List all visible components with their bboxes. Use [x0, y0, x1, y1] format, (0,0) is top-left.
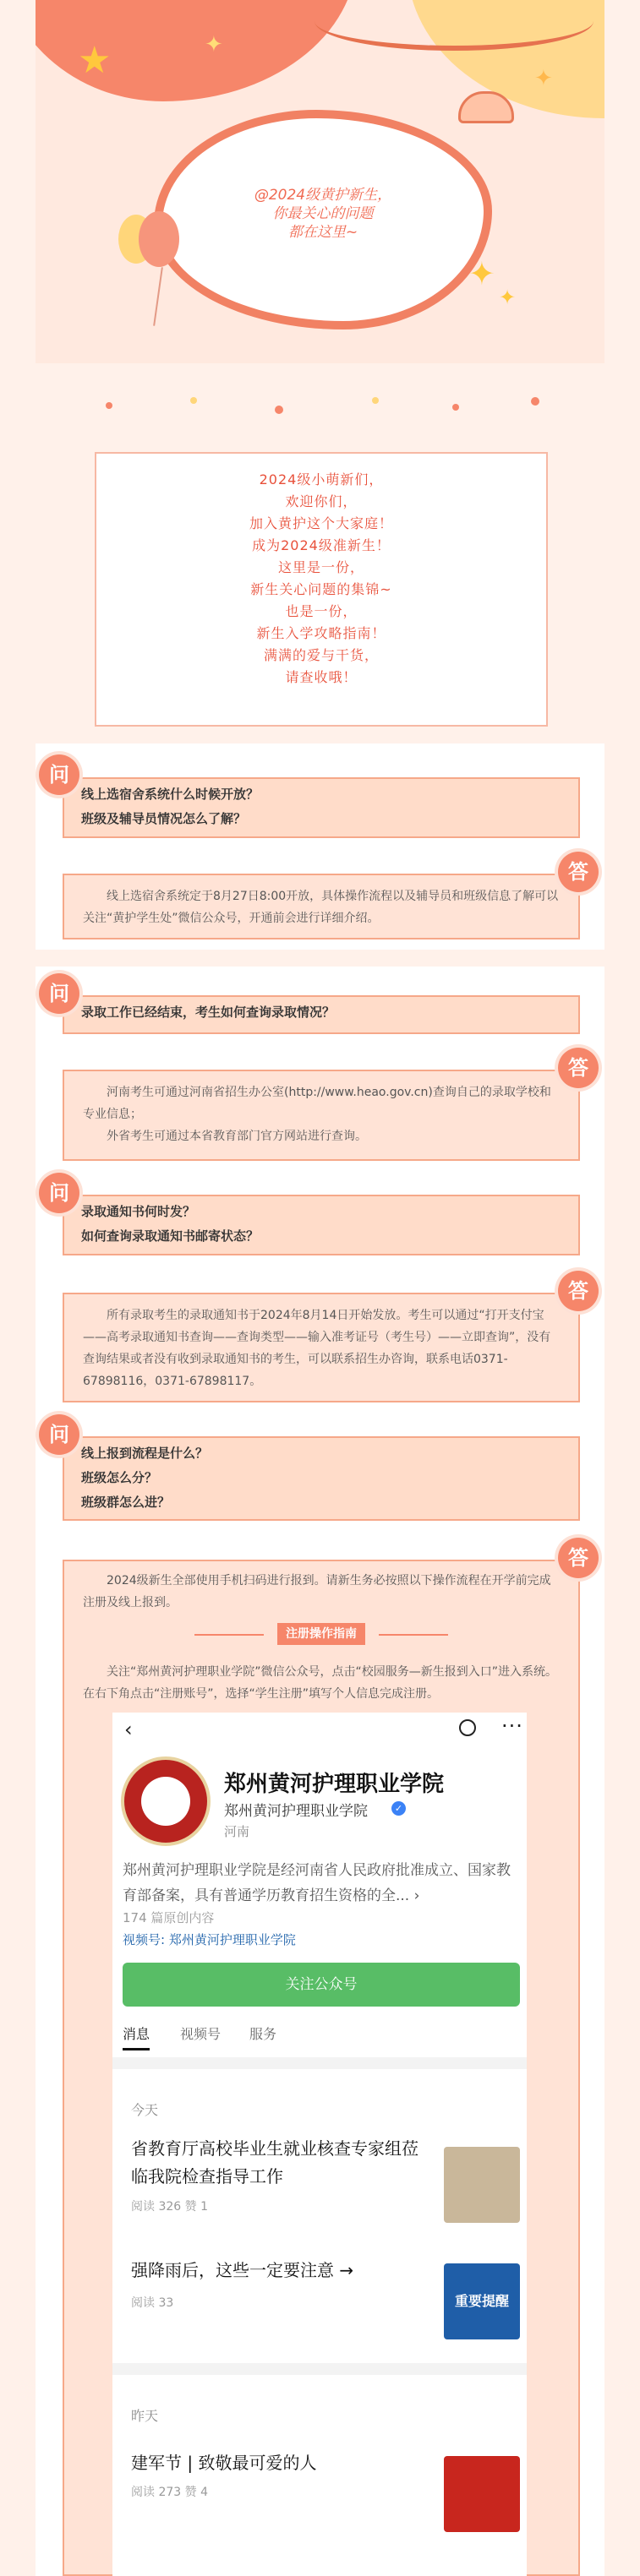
guide-text: 关注“郑州黄河护理职业学院”微信公众号，点击“校园服务—新生报到入口”进入系统。在右下角点击“注册账号”，选择“学生注册”填写个人信息完成注册。: [83, 1665, 558, 1701]
hero-banner: [36, 0, 604, 363]
answer-text: 外省考生可通过本省教育部门官方网站进行查询。: [107, 1130, 367, 1143]
decor-dot: [190, 397, 197, 404]
star-icon: ✦: [468, 255, 495, 292]
phone-topbar: [112, 1713, 527, 1745]
more-icon[interactable]: ···: [501, 1714, 523, 1738]
question-icon: 问: [39, 973, 79, 1014]
question-box: [63, 1436, 580, 1521]
hero-line: 都在这里~: [287, 224, 358, 241]
sparkle-icon: ✦: [499, 286, 517, 309]
article-meta: 阅读 273 赞 4: [131, 2486, 208, 2499]
intro-line: 新生关心问题的集锦~: [250, 581, 392, 597]
banner-line: [194, 1634, 264, 1636]
article-thumbnail[interactable]: 重要提醒: [444, 2263, 520, 2339]
intro-line: 2024级小萌新们，: [259, 471, 384, 487]
decor-dot: [372, 397, 379, 404]
question-icon: 问: [39, 1173, 79, 1213]
intro-line: 欢迎你们，: [285, 493, 358, 509]
answer-icon: 答: [558, 852, 599, 892]
question-line: 班级怎么分？: [81, 1470, 158, 1485]
account-tabs: [123, 2023, 520, 2052]
intro-line: 加入黄护这个大家庭！: [249, 515, 393, 531]
answer-text: 线上选宿舍系统定于8月27日8:00开放，具体操作流程以及辅导员和班级信息了解可以关注“黄护学生处”微信公众号，开通前会进行详细介绍。: [83, 890, 559, 925]
question-line: 录取工作已经结束，考生如何查询录取情况？: [81, 1005, 336, 1020]
verified-icon: ✓: [391, 1801, 406, 1816]
tab-service[interactable]: 服务: [249, 2026, 277, 2042]
intro-line: 新生入学攻略指南！: [256, 625, 386, 641]
answer-box: [63, 1293, 580, 1402]
search-icon[interactable]: [459, 1719, 476, 1736]
article-title[interactable]: 强降雨后，这些一定要注意 →: [131, 2260, 354, 2280]
question-line: 线上选宿舍系统什么时候开放？: [81, 787, 260, 802]
question-box: [63, 1195, 580, 1255]
question-icon: 问: [39, 1414, 79, 1455]
decor-dot: [531, 397, 539, 406]
date-heading: 昨天: [131, 2408, 159, 2424]
intro-line: 请查收哦！: [285, 669, 358, 685]
intro-line: 这里是一份，: [277, 559, 364, 575]
guide-banner: [194, 1623, 448, 1647]
question-icon: 问: [39, 754, 79, 795]
intro-line: 成为2024级准新生！: [252, 537, 391, 553]
question-box: [63, 777, 580, 838]
answer-text: 河南考生可通过河南省招生办公室(http://www.heao.gov.cn)查询自己的录取学校和专业信息；: [83, 1086, 551, 1121]
divider: [112, 2057, 527, 2069]
answer-icon: 答: [558, 1538, 599, 1578]
answer-text: 2024级新生全部使用手机扫码进行报到。请新生务必按照以下操作流程在开学前完成注册及线上报到。: [83, 1574, 551, 1609]
decor-dot: [106, 402, 112, 409]
question-line: 班级群怎么进？: [81, 1495, 171, 1510]
answer-icon: 答: [558, 1048, 599, 1088]
guide-banner-label: 注册操作指南: [277, 1623, 365, 1645]
balloon-string: [153, 267, 163, 326]
answer-box: [63, 874, 580, 939]
account-location: 河南: [224, 1824, 250, 1839]
tab-video[interactable]: 视频号: [180, 2026, 222, 2042]
question-line: 班级及辅导员情况怎么了解？: [81, 811, 247, 826]
date-heading: 今天: [131, 2102, 159, 2118]
intro-card: [95, 452, 548, 727]
article-thumbnail[interactable]: [444, 2147, 520, 2223]
tab-messages[interactable]: 消息: [123, 2023, 150, 2050]
article-title[interactable]: 省教育厅高校毕业生就业核查专家组莅临我院检查指导工作: [131, 2138, 418, 2187]
star-icon: ★: [78, 39, 112, 82]
account-name: 郑州黄河护理职业学院: [224, 1772, 445, 1797]
original-count: 174 篇原创内容: [123, 1910, 215, 1925]
intro-line: 也是一份，: [285, 603, 358, 619]
hero-headline: [162, 186, 484, 242]
question-line: 录取通知书何时发？: [81, 1204, 196, 1219]
sparkle-icon: ✦: [534, 66, 553, 91]
article-meta: 阅读 326 赞 1: [131, 2200, 208, 2214]
intro-line: 满满的爱与干货，: [263, 647, 379, 663]
follow-button[interactable]: 关注公众号: [123, 1963, 520, 2007]
answer-icon: 答: [558, 1271, 599, 1311]
article-thumbnail[interactable]: [444, 2456, 520, 2532]
hero-line: @2024级黄护新生，: [254, 187, 392, 204]
wechat-account-screenshot: [112, 1713, 527, 2576]
answer-box: [63, 1070, 580, 1161]
question-box: [63, 995, 580, 1034]
answer-text: 所有录取考生的录取通知书于2024年8月14日开始发放。考生可以通过“打开支付宝——高考录取通知书查询——查询类型——输入准考证号（考生号）——立即查询”，没有查询结果或者没有收到录取通知书的考生，可以联系招生办咨询，联系电话0371-67898116，0371-67898117。: [83, 1309, 551, 1388]
account-subtitle: 郑州黄河护理职业学院: [224, 1803, 368, 1820]
back-icon[interactable]: ‹: [124, 1718, 133, 1741]
decor-dot: [452, 404, 459, 411]
question-line: 如何查询录取通知书邮寄状态？: [81, 1228, 260, 1244]
article-title[interactable]: 建军节 | 致敬最可爱的人: [131, 2453, 317, 2473]
decor-dot: [275, 406, 283, 414]
school-logo: [121, 1756, 211, 1846]
divider: [112, 2363, 527, 2375]
video-channel-link[interactable]: 视频号: 郑州黄河护理职业学院: [123, 1932, 296, 1947]
sparkle-icon: ✦: [205, 32, 223, 57]
hero-line: 你最关心的问题: [272, 205, 374, 222]
question-line: 线上报到流程是什么？: [81, 1446, 209, 1461]
banner-line: [379, 1634, 448, 1636]
article-meta: 阅读 33: [131, 2296, 174, 2310]
account-description[interactable]: 郑州黄河护理职业学院是经河南省人民政府批准成立、国家教育部备案，具有普通学历教育招生资格的全... ›: [123, 1862, 511, 1904]
